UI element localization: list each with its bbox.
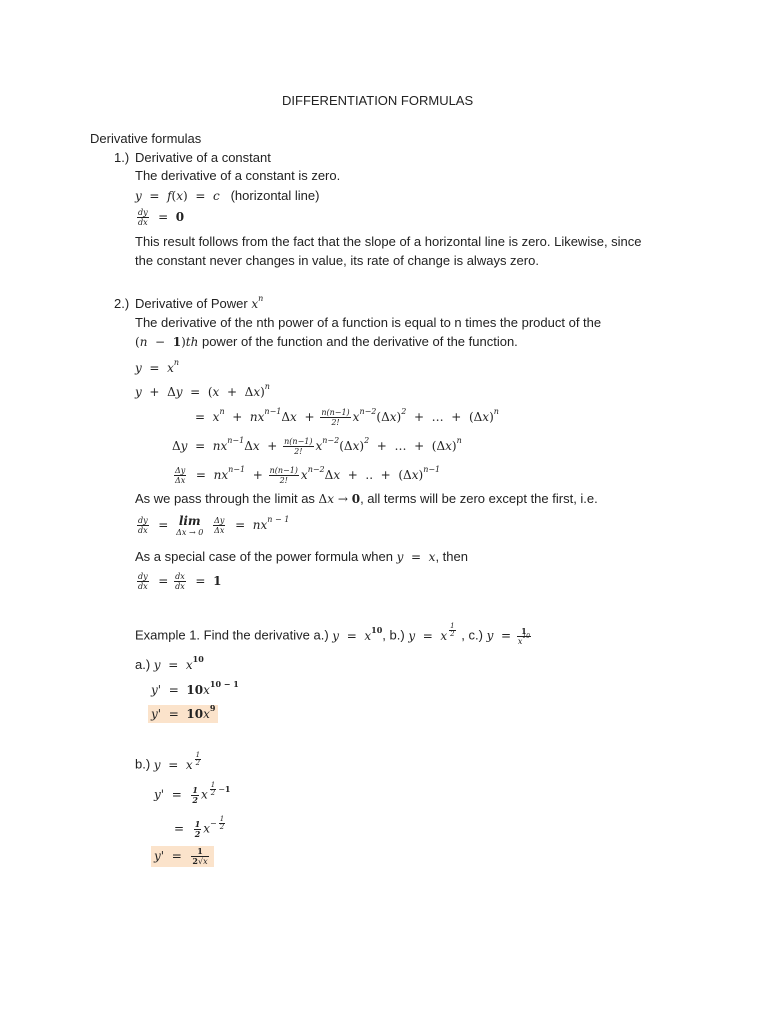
- example1-sep-c: , c.): [461, 627, 483, 643]
- limit-text-after: , all terms will be zero except the first, i.e.: [360, 491, 598, 506]
- part-b-line: b.) y = x $^{\frac{1}{2}}$: [135, 751, 201, 772]
- item2-heading-line: Derivative of Power $x^n$: [135, 294, 264, 311]
- item1-derivative: $\frac{dy}{dx}$ = 0: [138, 208, 185, 227]
- power-eq-1: $y = x^n$: [135, 358, 180, 375]
- special-case-line: As a special case of the power formula when y = x, then: [135, 549, 468, 564]
- power-eq-4: $\Delta y = nx^{n-1}\Delta x$ + $\frac{n(n-1)}{2!}$ $x^{n-2}(\Delta x)^2$ + … + $(\Delta x)^n$: [172, 436, 462, 456]
- item2-heading: Derivative of Power: [135, 296, 248, 311]
- item2-statement-1: The derivative of the nth power of a function is equal to n times the product of the: [135, 315, 602, 330]
- item2-number: 2.): [114, 296, 130, 311]
- item1-number: 1.): [114, 150, 130, 165]
- part-b-label: b.): [135, 756, 151, 772]
- special-case-after: , then: [435, 549, 468, 564]
- item1-heading: Derivative of a constant: [135, 150, 271, 165]
- part-a-answer: $y' = 10x^9$: [148, 705, 218, 723]
- example1-prompt-line: Example 1. Find the derivative a.) $y = x^{10}$, b.) y = x $^{\frac{1}{2}}$ , c.) y = $\frac{1}{x^{10}}$: [135, 622, 530, 646]
- power-eq-3: = $x^n + nx^{n-1}\Delta x$ + $\frac{n(n-1)}{2!}$ $x^{n-2}(\Delta x)^2$ + … + $(\Delta x)^n$: [195, 407, 499, 427]
- power-eq-2: $y + \Delta y = (x + \Delta x)^n$: [135, 382, 270, 399]
- part-b-step-2: = $\frac{1}{2}$ $x^{- \frac{1}{2}}$: [174, 815, 225, 839]
- example1-sep-b: , b.): [382, 627, 405, 643]
- example1-prompt: Example 1. Find the derivative a.): [135, 627, 329, 643]
- item1-formula-note: (horizontal line): [230, 188, 320, 203]
- section-heading: Derivative formulas: [90, 131, 202, 146]
- power-eq-5: $\frac{\Delta y}{\Delta x}$ = $nx^{n-1}$ + $\frac{n(n-1)}{2!}$ $x^{n-2}\Delta x$ + .. + $(\Delta x)^{n-1}$: [175, 465, 441, 485]
- item2-statement-2-line: (n − 1)th power of the function and the derivative of the function.: [135, 334, 518, 349]
- item1-formula: y = f(x) = c (horizontal line): [135, 188, 320, 203]
- limit-text-before: As we pass through the limit as: [135, 491, 315, 506]
- part-b-step-1: y' = $\frac{1}{2}$ x $^{\frac{1}{2} -1}$: [154, 781, 231, 805]
- page-title: DIFFERENTIATION FORMULAS: [282, 93, 474, 108]
- item2-statement-2: power of the function and the derivative of the function.: [201, 334, 518, 349]
- part-a-line: a.) $y = x^{10}$: [135, 654, 204, 672]
- special-case-text: As a special case of the power formula when: [135, 549, 393, 564]
- part-a-label: a.): [135, 657, 151, 672]
- item1-explanation-2: the constant never changes in value, its rate of change is always zero.: [135, 253, 539, 268]
- limit-eq: $\frac{dy}{dx}$ = lim Δx → 0 $\frac{\Delta y}{\Delta x}$ = $nx^{n - 1}$: [138, 514, 290, 537]
- special-case-eq: $\frac{dy}{dx}$ = $\frac{dx}{dx}$ = 1: [138, 572, 222, 591]
- limit-text-line: As we pass through the limit as Δx → 0, all terms will be zero except the first, i.e.: [135, 491, 598, 506]
- part-b-answer: y' = $\frac{1}{2√x}$: [151, 846, 214, 867]
- item1-statement: The derivative of a constant is zero.: [135, 168, 341, 183]
- part-a-step: $y' = 10x^{10 - 1}$: [151, 679, 239, 697]
- item1-explanation-1: This result follows from the fact that the slope of a horizontal line is zero. Likewise, since: [135, 234, 642, 249]
